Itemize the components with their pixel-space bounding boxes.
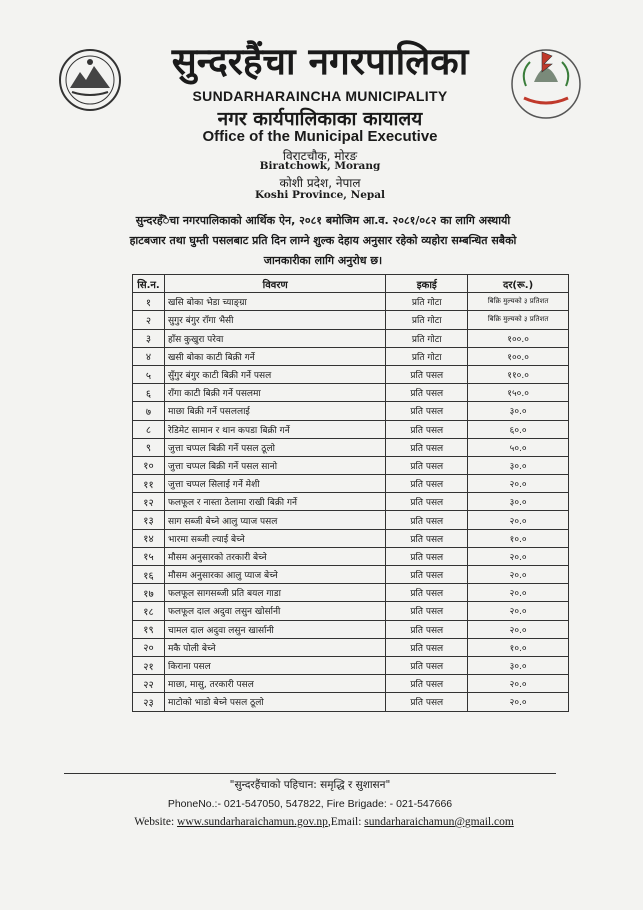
table-row [133,602,569,620]
table-row [133,311,569,329]
row-description-cell: चामल दाल अदुवा लसुन खार्सानी [164,620,385,638]
row-serial-cell: १४ [133,529,165,547]
nepal-government-emblem-icon [506,42,586,122]
address-nepali: विराटचौक, मोरङ [282,149,358,163]
office-name-nepali: नगर कार्यपालिकाका कायालय [217,108,423,130]
row-unit-cell: प्रति पसल [386,456,468,474]
table-row [133,529,569,547]
row-serial-cell: १ [133,293,165,311]
row-unit-cell: प्रति पसल [386,620,468,638]
row-description-cell: जुत्ता चप्पल सिलाई गर्ने मेशी [164,475,385,493]
fee-rate-table [132,274,569,712]
header-serial: सि.न. [133,275,165,293]
table-row [133,693,569,711]
province-english: Koshi Province, Nepal [254,189,386,201]
row-serial-cell: ४ [133,347,165,365]
table-row [133,620,569,638]
row-description-cell: माटोको भाडो बेच्ने पसल ठूलो [164,693,385,711]
row-unit-cell: प्रति पसल [386,438,468,456]
row-rate-cell: २०.० [468,475,569,493]
email-link[interactable]: sundarharaichamun@gmail.com [364,816,514,828]
row-unit-cell: प्रति पसल [386,547,468,565]
row-description-cell: जुत्ता चप्पल बिक्री गर्ने पसल सानो [164,456,385,474]
row-serial-cell: ५ [133,365,165,383]
table-row [133,365,569,383]
row-description-cell: खसि बोका भेडा च्याङ्ग्रा [164,293,385,311]
table-row [133,475,569,493]
header-unit: इकाई [386,275,468,293]
table-row [133,511,569,529]
row-unit-cell: प्रति पसल [386,656,468,674]
province-nepali: कोशी प्रदेश, नेपाल [279,176,361,190]
row-description-cell: भारमा सब्जी ल्याई बेच्ने [164,529,385,547]
row-description-cell: किराना पसल [164,656,385,674]
municipality-logo-icon [58,48,122,112]
row-rate-cell: २०.० [468,675,569,693]
row-rate-cell: २०.० [468,693,569,711]
municipality-name-nepali: सुन्दरहैंचा नगरपालिका [171,39,469,83]
row-description-cell: राँगा काटी बिक्री गर्ने पसलमा [164,384,385,402]
row-description-cell: जुत्ता चप्पल बिक्री गर्ने पसल ठूलो [164,438,385,456]
row-rate-cell: २०.० [468,602,569,620]
row-description-cell: खसी बोका काटी बिक्री गर्ने [164,347,385,365]
row-rate-cell: १००.० [468,347,569,365]
table-row [133,347,569,365]
row-unit-cell: प्रति पसल [386,693,468,711]
table-row [133,584,569,602]
row-unit-cell: प्रति पसल [386,675,468,693]
row-rate-cell: ३०.० [468,493,569,511]
row-serial-cell: ११ [133,475,165,493]
row-unit-cell: प्रति पसल [386,511,468,529]
table-row [133,402,569,420]
table-row [133,293,569,311]
row-unit-cell: प्रति पसल [386,638,468,656]
row-unit-cell: प्रति गोटा [386,329,468,347]
table-row [133,547,569,565]
header-description: विवरण [164,275,385,293]
address-english: Biratchowk, Morang [259,160,381,172]
row-unit-cell: प्रति पसल [386,602,468,620]
table-row [133,656,569,674]
row-unit-cell: प्रति गोटा [386,293,468,311]
row-description-cell: मौसम अनुसारको तरकारी बेच्ने [164,547,385,565]
table-row [133,675,569,693]
row-description-cell: माछा, मासु, तरकारी पसल [164,675,385,693]
row-unit-cell: प्रति पसल [386,365,468,383]
row-unit-cell: प्रति गोटा [386,347,468,365]
row-rate-cell: बिक्रि मुल्यको ३ प्रतिशत [468,293,569,311]
office-name-english: Office of the Municipal Executive [202,128,438,145]
row-serial-cell: १० [133,456,165,474]
footer-phone: PhoneNo.:- 021-547050, 547822, Fire Brigade: - 021-547666 [167,798,453,810]
notice-line: हाटबजार तथा घुम्ती पसलबाट प्रति दिन लाग्ने शुल्क देहाय अनुसार रहेको व्यहोरा सम्बन्धित सबैको [129,234,517,247]
row-rate-cell: २०.० [468,547,569,565]
table-row [133,420,569,438]
row-rate-cell: १००.० [468,329,569,347]
row-rate-cell: १०.० [468,529,569,547]
footer-contact [64,816,584,828]
table-row [133,566,569,584]
row-rate-cell: २०.० [468,620,569,638]
website-link[interactable]: www.sundarharaichamun.gov.np [177,816,328,828]
row-serial-cell: २१ [133,656,165,674]
row-serial-cell: १७ [133,584,165,602]
row-unit-cell: प्रति गोटा [386,311,468,329]
row-serial-cell: २ [133,311,165,329]
row-serial-cell: ७ [133,402,165,420]
footer-slogan: "सुन्दरहैंचाको पहिचान: समृद्धि र सुशासन" [229,779,391,791]
row-rate-cell: ५०.० [468,438,569,456]
row-rate-cell: २०.० [468,584,569,602]
website-label: Website: [134,816,178,828]
municipality-name-english: SUNDARHARAINCHA MUNICIPALITY [192,88,448,104]
row-unit-cell: प्रति पसल [386,475,468,493]
row-serial-cell: १२ [133,493,165,511]
table-row [133,329,569,347]
row-serial-cell: १५ [133,547,165,565]
notice-line: जानकारीका लागि अनुरोध छ। [263,254,383,267]
row-unit-cell: प्रति पसल [386,584,468,602]
row-unit-cell: प्रति पसल [386,420,468,438]
row-serial-cell: १८ [133,602,165,620]
row-description-cell: माछा बिक्री गर्ने पसललाई [164,402,385,420]
table-header-row [133,275,569,293]
row-serial-cell: १६ [133,566,165,584]
row-description-cell: फलफूल र नास्ता ठेलामा राखी बिक्री गर्ने [164,493,385,511]
email-label: ,Email: [327,816,365,828]
row-serial-cell: २३ [133,693,165,711]
notice-paragraph [88,211,558,271]
row-serial-cell: १३ [133,511,165,529]
row-rate-cell: १०.० [468,638,569,656]
row-rate-cell: २०.० [468,566,569,584]
row-description-cell: सुगुर बंगुर राँगा भैसी [164,311,385,329]
row-serial-cell: ६ [133,384,165,402]
table-row [133,438,569,456]
row-serial-cell: ८ [133,420,165,438]
table-row [133,384,569,402]
row-unit-cell: प्रति पसल [386,566,468,584]
row-unit-cell: प्रति पसल [386,529,468,547]
row-description-cell: मकै पोली बेच्ने [164,638,385,656]
row-rate-cell: ६०.० [468,420,569,438]
notice-line: सुन्दरहँैचा नगरपालिकाको आर्थिक ऐन, २०८१ बमोजिम आ.व. २०८१/०८२ का लागि अस्थायी [135,214,511,227]
row-serial-cell: २० [133,638,165,656]
row-description-cell: मौसम अनुसारका आलु प्याज बेच्ने [164,566,385,584]
row-unit-cell: प्रति पसल [386,402,468,420]
row-description-cell: साग सब्जी बेच्ने आलु प्याज पसल [164,511,385,529]
row-serial-cell: १९ [133,620,165,638]
row-rate-cell: ३०.० [468,656,569,674]
footer-divider [64,773,556,774]
row-rate-cell: ११०.० [468,365,569,383]
row-description-cell: हाँस कुखुरा परेवा [164,329,385,347]
table-row [133,456,569,474]
row-serial-cell: ९ [133,438,165,456]
header-rate: दर(रू.) [468,275,569,293]
row-description-cell: सुँगुर बंगुर काटी बिक्री गर्ने पसल [164,365,385,383]
row-serial-cell: २२ [133,675,165,693]
row-unit-cell: प्रति पसल [386,493,468,511]
row-rate-cell: २०.० [468,511,569,529]
row-description-cell: फलफूल दाल अदुवा लसुन खोर्सानी [164,602,385,620]
row-rate-cell: १५०.० [468,384,569,402]
table-row [133,493,569,511]
table-row [133,638,569,656]
row-description-cell: रेडिमेट सामान र थान कपडा बिक्री गर्ने [164,420,385,438]
row-serial-cell: ३ [133,329,165,347]
row-rate-cell: ३०.० [468,456,569,474]
row-rate-cell: ३०.० [468,402,569,420]
row-description-cell: फलफूल सागसब्जी प्रति बयल गाडा [164,584,385,602]
row-unit-cell: प्रति पसल [386,384,468,402]
row-rate-cell: बिक्रि मुल्यको ३ प्रतिशत [468,311,569,329]
